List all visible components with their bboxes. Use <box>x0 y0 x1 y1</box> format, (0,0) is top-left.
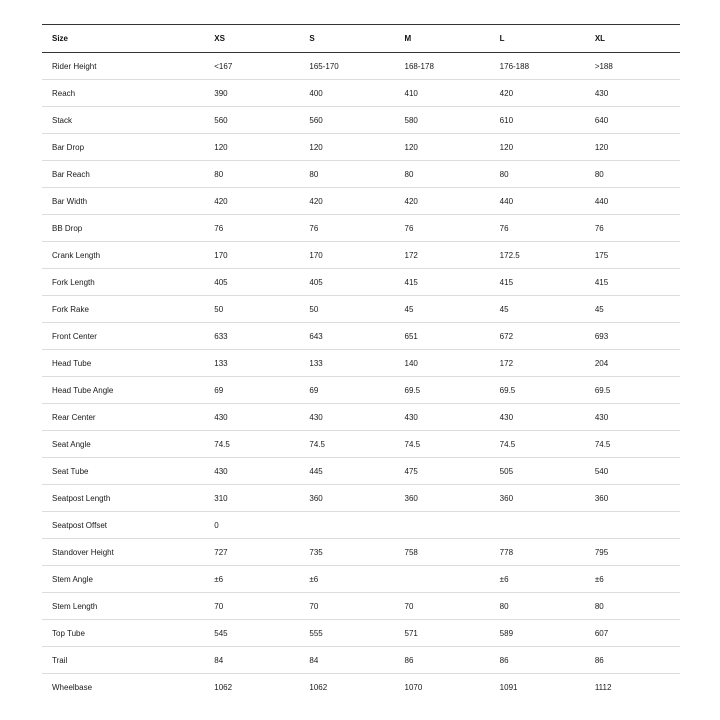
cell-value: 405 <box>299 269 394 296</box>
cell-value: 69.5 <box>585 377 680 404</box>
cell-value: 176-188 <box>490 53 585 80</box>
cell-value: 430 <box>395 404 490 431</box>
cell-value: 86 <box>490 647 585 674</box>
cell-value: 74.5 <box>490 431 585 458</box>
cell-value: 80 <box>490 593 585 620</box>
cell-value: 50 <box>204 296 299 323</box>
cell-value: 120 <box>299 134 394 161</box>
cell-value: 360 <box>585 485 680 512</box>
cell-value: 430 <box>204 458 299 485</box>
cell-value: 571 <box>395 620 490 647</box>
cell-value: 80 <box>490 161 585 188</box>
cell-value: 405 <box>204 269 299 296</box>
cell-value: 560 <box>204 107 299 134</box>
header-row <box>42 25 680 53</box>
cell-value: 120 <box>490 134 585 161</box>
cell-value: 70 <box>204 593 299 620</box>
cell-value: 758 <box>395 539 490 566</box>
cell-value: 672 <box>490 323 585 350</box>
cell-value: 120 <box>395 134 490 161</box>
cell-value: 204 <box>585 350 680 377</box>
table-row <box>42 620 680 647</box>
cell-value: 540 <box>585 458 680 485</box>
table-row <box>42 323 680 350</box>
table-row <box>42 134 680 161</box>
cell-value: 420 <box>204 188 299 215</box>
header-m: M <box>404 34 412 43</box>
cell-value: 415 <box>395 269 490 296</box>
cell-value: 175 <box>585 242 680 269</box>
cell-value: 440 <box>585 188 680 215</box>
geometry-table <box>42 24 680 700</box>
row-label: Reach <box>42 80 204 107</box>
table-row <box>42 350 680 377</box>
header-xs: XS <box>214 34 225 43</box>
cell-value: 693 <box>585 323 680 350</box>
table-row <box>42 647 680 674</box>
cell-value: ±6 <box>204 566 299 593</box>
cell-value: 80 <box>299 161 394 188</box>
cell-value: 45 <box>395 296 490 323</box>
cell-value: 45 <box>490 296 585 323</box>
row-label: Stem Angle <box>42 566 204 593</box>
header-size: Size <box>52 34 69 43</box>
cell-value: 310 <box>204 485 299 512</box>
table-row <box>42 593 680 620</box>
row-label: Rider Height <box>42 53 204 80</box>
cell-value: 120 <box>585 134 680 161</box>
cell-value: 640 <box>585 107 680 134</box>
cell-value: 45 <box>585 296 680 323</box>
cell-value: 76 <box>299 215 394 242</box>
cell-value: 410 <box>395 80 490 107</box>
row-label: Seatpost Length <box>42 485 204 512</box>
cell-value: 69 <box>299 377 394 404</box>
cell-value: <167 <box>204 53 299 80</box>
cell-value: 445 <box>299 458 394 485</box>
row-label: Standover Height <box>42 539 204 566</box>
table-row <box>42 431 680 458</box>
cell-value: 390 <box>204 80 299 107</box>
table-row <box>42 188 680 215</box>
table-row <box>42 215 680 242</box>
cell-value: 505 <box>490 458 585 485</box>
table-row <box>42 80 680 107</box>
cell-value: 360 <box>490 485 585 512</box>
cell-value: 86 <box>585 647 680 674</box>
table-row <box>42 674 680 701</box>
cell-value <box>299 512 394 539</box>
cell-value: 165-170 <box>299 53 394 80</box>
cell-value: 172.5 <box>490 242 585 269</box>
cell-value: 76 <box>204 215 299 242</box>
table-row <box>42 512 680 539</box>
table-row <box>42 539 680 566</box>
row-label: Stack <box>42 107 204 134</box>
cell-value: 795 <box>585 539 680 566</box>
header-s: S <box>309 34 315 43</box>
cell-value: 76 <box>585 215 680 242</box>
cell-value: 400 <box>299 80 394 107</box>
cell-value <box>490 512 585 539</box>
cell-value: 1062 <box>309 682 328 692</box>
table-row <box>42 296 680 323</box>
cell-value: 84 <box>204 647 299 674</box>
cell-value: 74.5 <box>395 431 490 458</box>
cell-value: 0 <box>204 512 299 539</box>
cell-value: 80 <box>204 161 299 188</box>
cell-value: 74.5 <box>204 431 299 458</box>
cell-value: 172 <box>490 350 585 377</box>
cell-value: 420 <box>490 80 585 107</box>
table-row <box>42 458 680 485</box>
cell-value: 735 <box>299 539 394 566</box>
row-label: Crank Length <box>42 242 204 269</box>
cell-value: 430 <box>299 404 394 431</box>
cell-value: ±6 <box>490 566 585 593</box>
cell-value: 440 <box>490 188 585 215</box>
cell-value: 69 <box>204 377 299 404</box>
row-label: Seat Angle <box>42 431 204 458</box>
cell-value: 589 <box>490 620 585 647</box>
cell-value: 360 <box>395 485 490 512</box>
cell-value: 69.5 <box>490 377 585 404</box>
cell-value: 651 <box>395 323 490 350</box>
row-label: Head Tube <box>42 350 204 377</box>
cell-value: 778 <box>490 539 585 566</box>
cell-value: 50 <box>299 296 394 323</box>
cell-value: 555 <box>299 620 394 647</box>
cell-value: 430 <box>204 404 299 431</box>
cell-value <box>395 512 490 539</box>
row-label: Fork Length <box>42 269 204 296</box>
cell-value: 643 <box>299 323 394 350</box>
cell-value: 545 <box>204 620 299 647</box>
cell-value: 580 <box>395 107 490 134</box>
cell-value: 74.5 <box>299 431 394 458</box>
cell-value: 420 <box>299 188 394 215</box>
cell-value: 430 <box>585 404 680 431</box>
header-l: L <box>499 34 505 43</box>
row-label: Seat Tube <box>42 458 204 485</box>
row-label: Seatpost Offset <box>42 512 204 539</box>
row-label: Stem Length <box>42 593 204 620</box>
cell-value: 133 <box>299 350 394 377</box>
row-label: Bar Width <box>42 188 204 215</box>
cell-value: >188 <box>585 53 680 80</box>
table-row <box>42 161 680 188</box>
row-label: Bar Drop <box>42 134 204 161</box>
cell-value: 84 <box>299 647 394 674</box>
table-row <box>42 107 680 134</box>
cell-value <box>585 512 680 539</box>
cell-value: ±6 <box>299 566 394 593</box>
cell-value: 475 <box>395 458 490 485</box>
row-label: Fork Rake <box>42 296 204 323</box>
row-label: Top Tube <box>42 620 204 647</box>
table-row <box>42 377 680 404</box>
header-xl: XL <box>594 34 606 43</box>
cell-value: 1062 <box>214 682 233 692</box>
cell-value: 120 <box>204 134 299 161</box>
cell-value: 610 <box>490 107 585 134</box>
cell-value <box>395 566 490 593</box>
cell-value: 607 <box>585 620 680 647</box>
cell-value: 80 <box>395 161 490 188</box>
cell-value: 170 <box>204 242 299 269</box>
table-row <box>42 53 680 80</box>
cell-value: 168-178 <box>395 53 490 80</box>
table-body <box>42 53 680 701</box>
cell-value: 633 <box>204 323 299 350</box>
cell-value: 80 <box>585 161 680 188</box>
cell-value: 430 <box>490 404 585 431</box>
row-label: Bar Reach <box>42 161 204 188</box>
table-row <box>42 566 680 593</box>
cell-value: 133 <box>204 350 299 377</box>
row-label: Front Center <box>42 323 204 350</box>
cell-value: 86 <box>395 647 490 674</box>
cell-value: 76 <box>395 215 490 242</box>
row-label: Trail <box>42 647 204 674</box>
table-row <box>42 485 680 512</box>
cell-value: 1112 <box>594 682 612 692</box>
cell-value: 360 <box>299 485 394 512</box>
cell-value: ±6 <box>585 566 680 593</box>
table-row <box>42 404 680 431</box>
cell-value: 420 <box>395 188 490 215</box>
table-row <box>42 242 680 269</box>
row-label: Head Tube Angle <box>42 377 204 404</box>
cell-value: 70 <box>395 593 490 620</box>
cell-value: 69.5 <box>395 377 490 404</box>
row-label: Rear Center <box>42 404 204 431</box>
cell-value: 170 <box>299 242 394 269</box>
row-label: BB Drop <box>42 215 204 242</box>
cell-value: 727 <box>204 539 299 566</box>
cell-value: 80 <box>585 593 680 620</box>
cell-value: 415 <box>490 269 585 296</box>
cell-value: 415 <box>585 269 680 296</box>
cell-value: 1091 <box>499 682 518 692</box>
cell-value: 430 <box>585 80 680 107</box>
cell-value: 70 <box>299 593 394 620</box>
table-row <box>42 269 680 296</box>
cell-value: 172 <box>395 242 490 269</box>
cell-value: 76 <box>490 215 585 242</box>
cell-value: 74.5 <box>585 431 680 458</box>
row-label: Wheelbase <box>52 682 93 692</box>
cell-value: 1070 <box>404 682 423 692</box>
cell-value: 560 <box>299 107 394 134</box>
cell-value: 140 <box>395 350 490 377</box>
